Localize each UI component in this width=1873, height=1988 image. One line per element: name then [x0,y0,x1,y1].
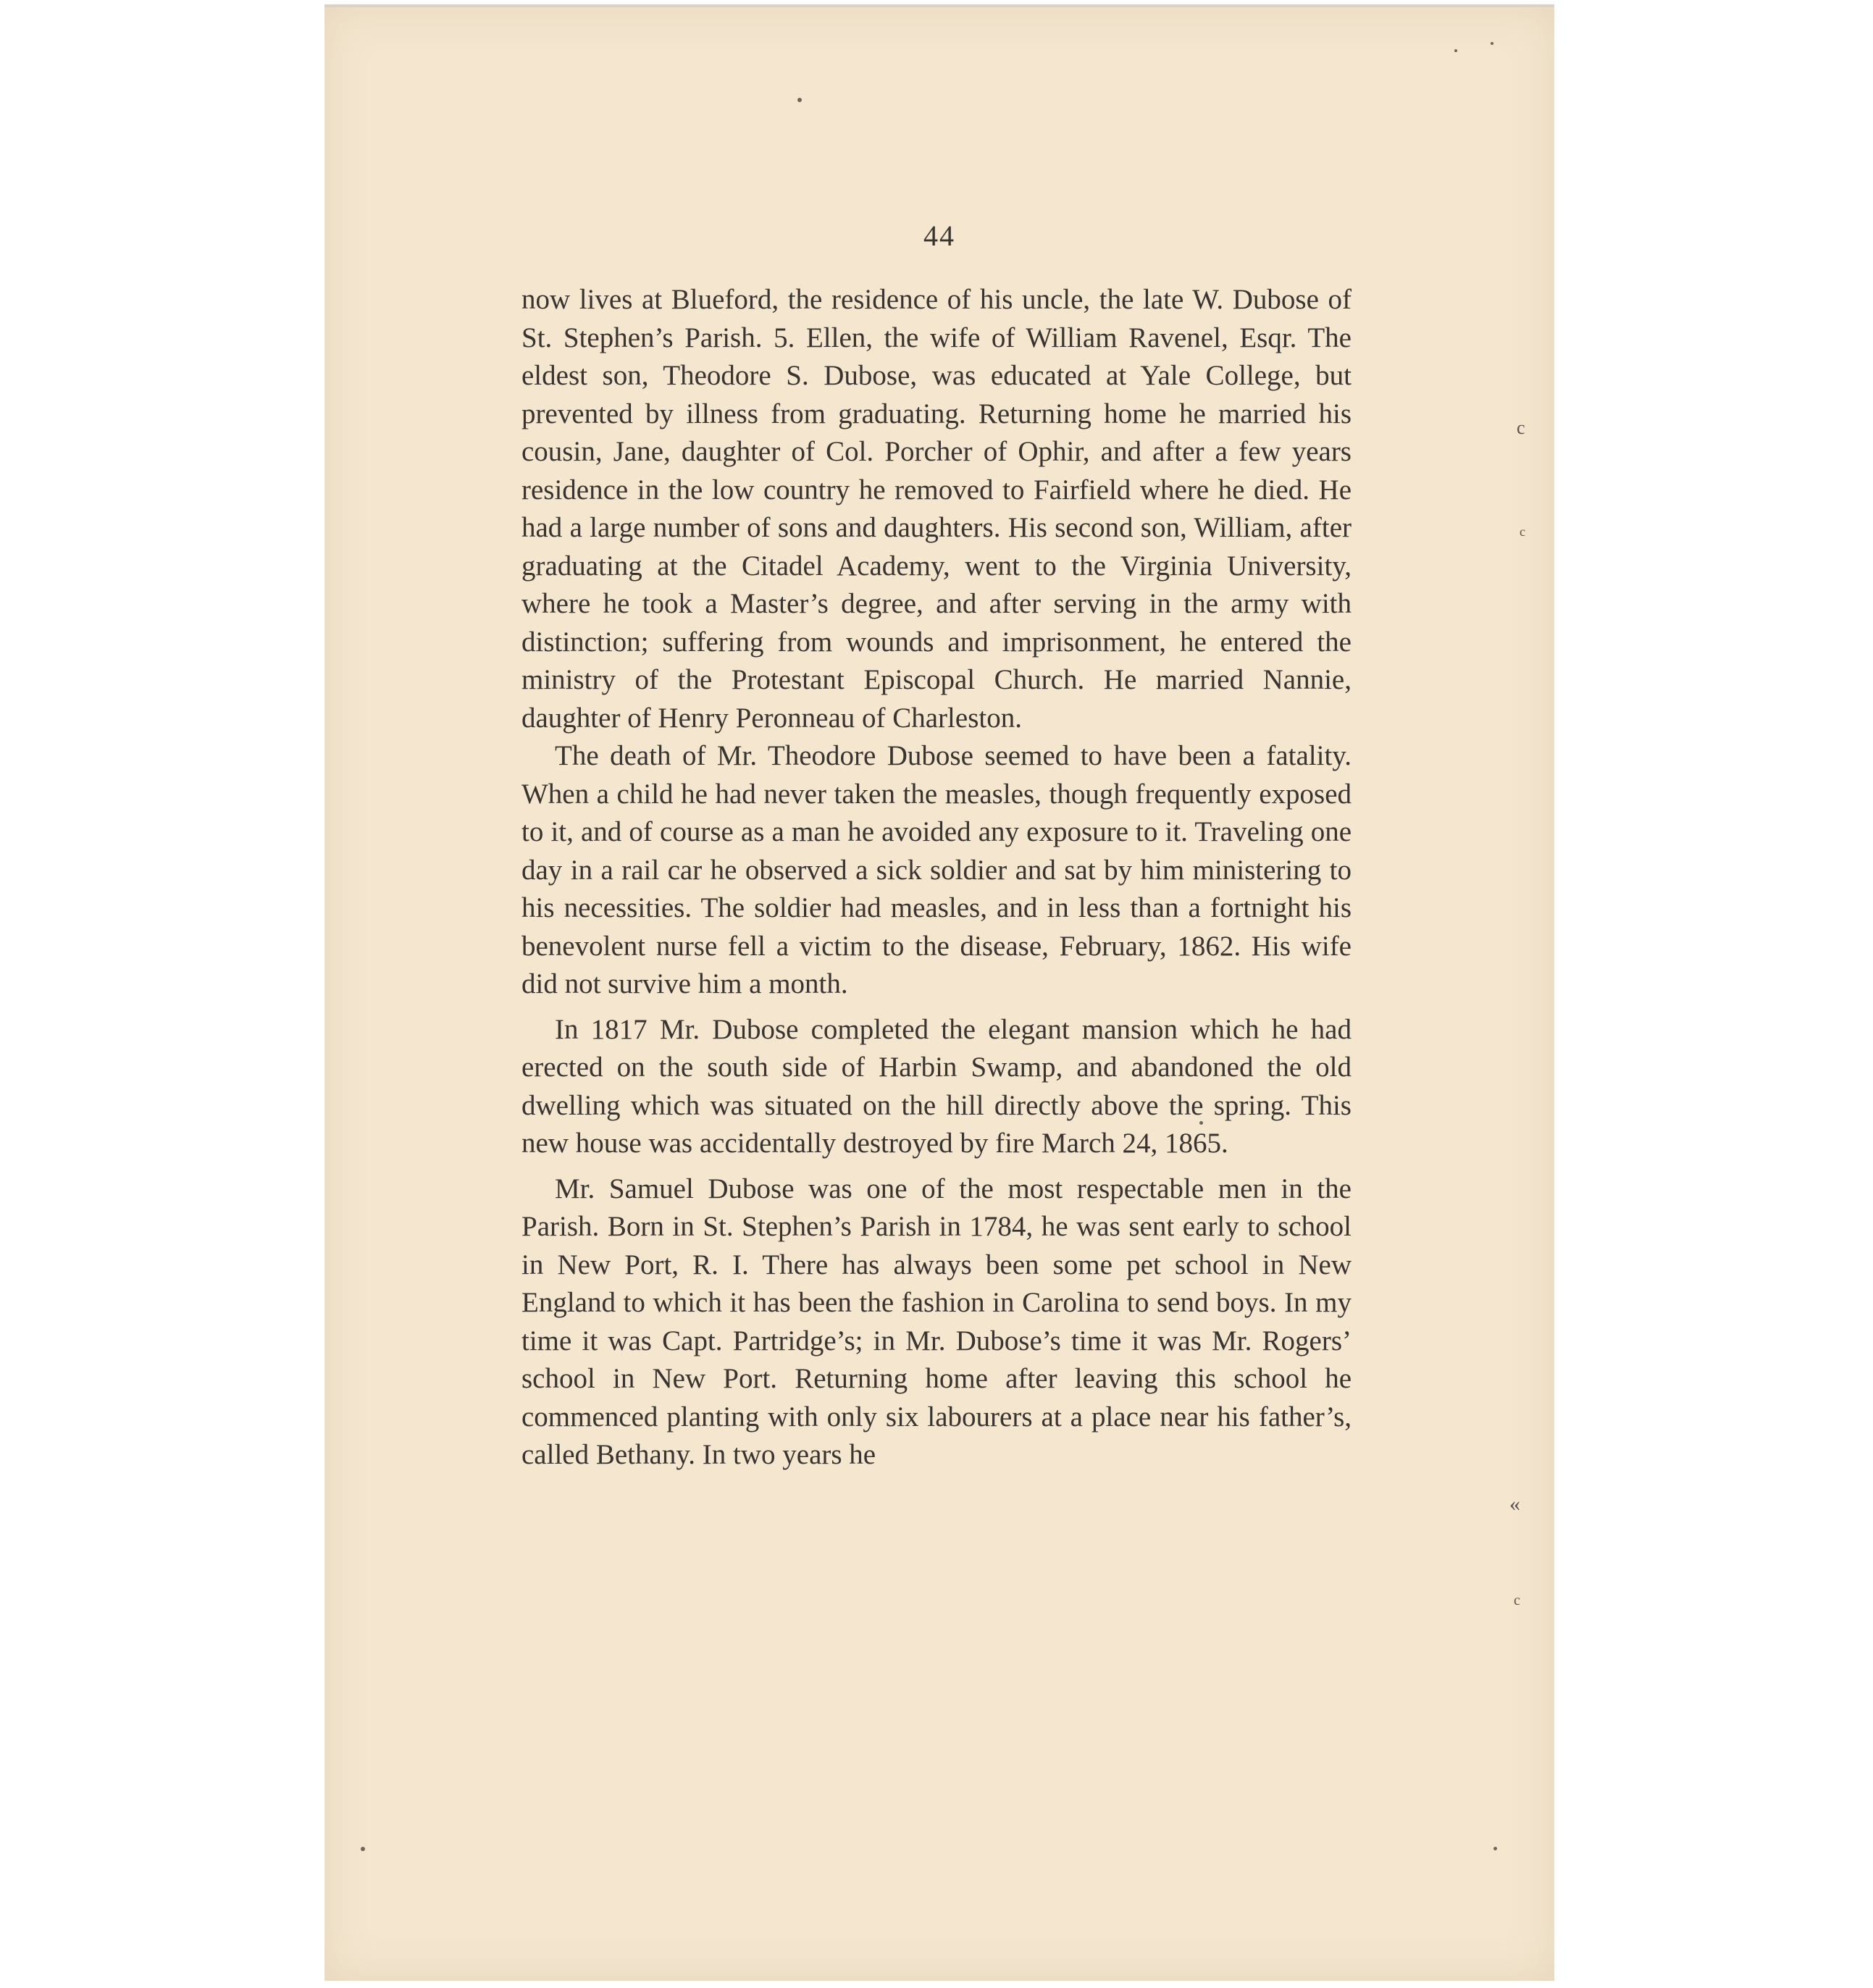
ink-speck [1491,42,1493,45]
margin-mark: c [1517,417,1525,438]
paragraph-theodore-death: The death of Mr. Theodore Dubose seemed to have been a fatality. When a child he had never taken the measles, though frequently exposed to it, and of course as a man he avoided any exposure to it. Traveling one day in a rail car he observed a sick soldier and sat by him ministering to his necessities. The soldier had measles, and in less than a fortnight his benevolent nurse fell a victim to the disease, February, 1862. His wife did not survive him a month. [521,740,1352,999]
margin-mark: c [1520,524,1525,539]
margin-mark: c [1514,1593,1520,1609]
paragraph-continued: now lives at Blueford, the residence of his uncle, the late W. Dubose of St. Stephen’s Parish. 5. Ellen, the wife of William Ravenel, Esqr. The eldest son, Theodore S. Dubose, was educated at Yale College, but prevented by illness from graduating. Returning home he married his cousin, Jane, daughter of Col. Porcher of Ophir, and after a few years residence in the low country he removed to Fairfield where he died. He had a large number of sons and daughters. His second son, William, after graduating at the Citadel Academy, went to the Virginia University, where he took a Master’s degree, and after serving in the army with distinction; suffering from wounds and imprisonment, he entered the ministry of the Protestant Episcopal Church. He married Nannie, daughter of Henry Peronneau of Charleston. [521,284,1352,734]
paragraph-mansion: In 1817 Mr. Dubose completed the elegant mansion which he had erected on the south side of Harbin Swamp, and abandoned the old dwelling which was situated on the hill directly above the spring. This new house was accidentally destroyed by fire March 24, 1865. [521,1013,1352,1159]
margin-mark: « [1509,1492,1520,1516]
paragraph-samuel-dubose: Mr. Samuel Dubose was one of the most respectable men in the Parish. Born in St. Stephen’s Parish in 1784, he was sent early to school in New Port, R. I. There has always been some pet school in New England to which it has been the fashion in Carolina to send boys. In my time it was Capt. Partridge’s; in Mr. Dubose’s time it was Mr. Rogers’ school in New Port. Returning home after leaving this school he commenced planting with only six labourers at a place near his father’s, called Bethany. In two years he [521,1173,1352,1470]
body-text [521,281,1352,1475]
ink-speck [1493,1847,1497,1850]
book-page [324,7,1554,1981]
ink-speck [1454,49,1457,52]
page-number: 44 [923,219,955,252]
ink-speck [797,98,802,102]
ink-speck [1199,1121,1203,1125]
ink-speck [361,1847,365,1851]
